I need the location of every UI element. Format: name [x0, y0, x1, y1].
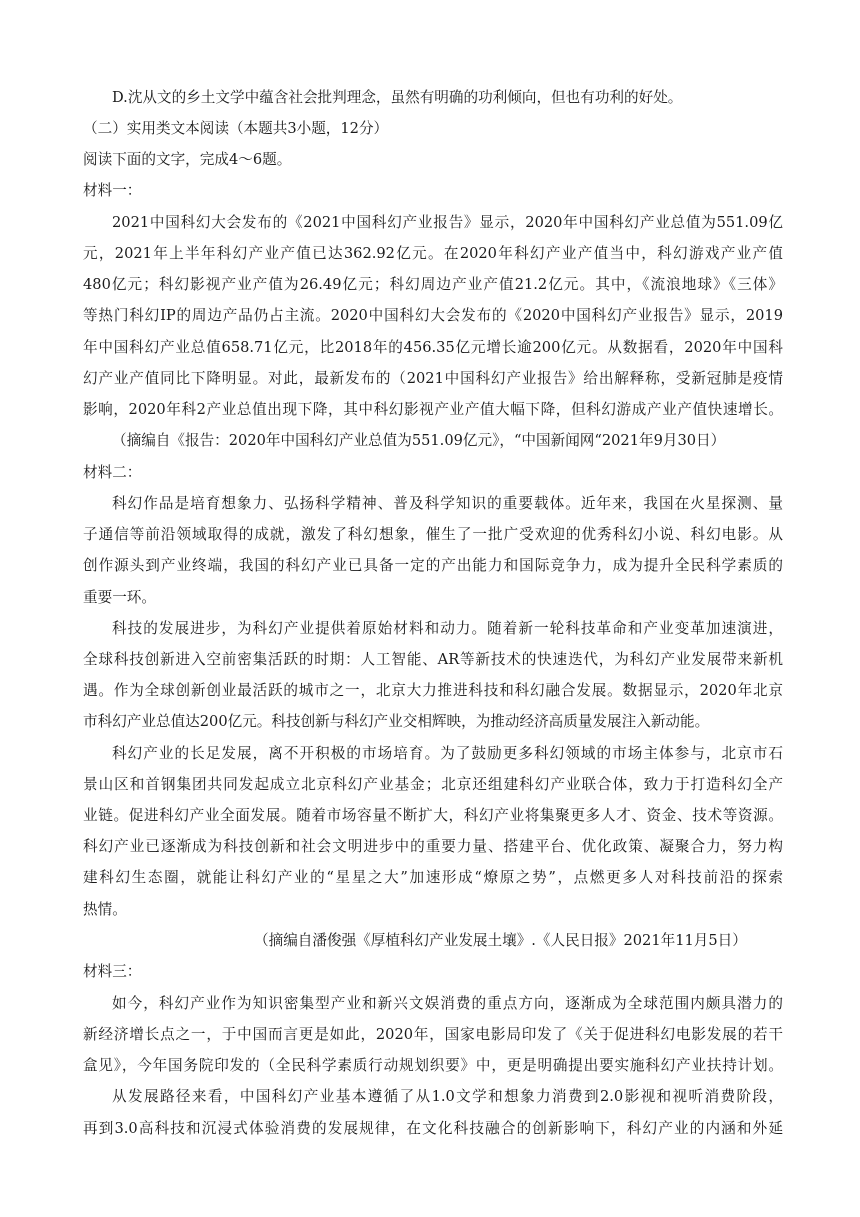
material-three-label: 材料三：: [83, 963, 142, 980]
text-line: 全球科技创新进入空前密集活跃的时期：人工智能、AR等新技术的快速迭代，为科幻产业发展带来新机: [83, 651, 783, 668]
text-line: 科技的发展进步，为科幻产业提供着原始材料和动力。随着新一轮科技革命和产业变革加速演进，: [112, 620, 783, 637]
text-line: 热情。: [83, 901, 127, 918]
text-line: 等热门科幻IP的周边产品仍占主流。2020中国科幻大会发布的《2020中国科幻产业报告》显示，2019: [83, 307, 783, 324]
option-d-line: D.沈从文的乡土文学中蕴含社会批判理念，虽然有明确的功利倾向，但也有功利的好处。: [112, 89, 683, 106]
text-line: 如今，科幻产业作为知识密集型产业和新兴文娱消费的重点方向，逐渐成为全球范围内颇具潜力的: [112, 995, 783, 1012]
text-line: 480亿元；科幻影视产业产值为26.49亿元；科幻周边产业产值21.2亿元。其中，《流浪地球》《三体》: [83, 276, 783, 293]
text-line: 创作源头到产业终端，我国的科幻产业已具备一定的产出能力和国际竞争力，成为提升全民科学素质的: [83, 557, 783, 574]
text-line: 年中国科幻产业总值658.71亿元，比2018年的456.35亿元增长逾200亿元。从数据看，2020年中国科: [83, 339, 783, 356]
text-line: 业链。促进科幻产业全面发展。随着市场容量不断扩大，科幻产业将集聚更多人才、资金、技术等资源。: [83, 807, 783, 824]
text-line: 景山区和首钢集团共同发起成立北京科幻产业基金；北京还组建科幻产业联合体，致力于打造科幻全产: [83, 776, 783, 793]
text-line: 从发展路径来看，中国科幻产业基本遵循了从1.0文学和想象力消费到2.0影视和视听消费阶段，: [112, 1088, 783, 1105]
source-citation-1: （摘编自《报告：2020年中国科幻产业总值为551.09亿元》，“中国新闻网“2021年9月30日）: [112, 432, 726, 449]
text-line: 科幻产业的长足发展，离不开积极的市场培育。为了鼓励更多科幻领域的市场主体参与，北京市石: [112, 745, 783, 762]
text-line: 科幻产业已逐渐成为科技创新和社会文明进步中的重要力量、搭建平台、优化政策、凝聚合力，努力构: [83, 838, 783, 855]
section-heading: （二）实用类文本阅读（本题共3小题，12分）: [83, 120, 389, 137]
text-line: 再到3.0高科技和沉浸式体验消费的发展规律，在文化科技融合的创新影响下，科幻产业的内涵和外延: [83, 1120, 783, 1137]
material-two-label: 材料二：: [83, 464, 142, 481]
text-line: 子通信等前沿领域取得的成就，激发了科幻想象，催生了一批广受欢迎的优秀科幻小说、科幻电影。从: [83, 526, 783, 543]
material-one-label: 材料一：: [83, 182, 142, 199]
text-line: 影响，2020年科2产业总值出现下降，其中科幻影视产业产值大幅下降，但科幻游成产业产值快速增长。: [83, 401, 783, 418]
text-line: 盒见》，今年国务院印发的（全民科学素质行动规划织要》中，更是明确提出要实施科幻产业扶持计划。: [83, 1057, 783, 1074]
text-line: 遇。作为全球创新创业最活跃的城市之一，北京大力推进科技和科幻融合发展。数据显示，2020年北京: [83, 682, 783, 699]
text-line: 重要一环。: [83, 589, 156, 606]
text-line: 幻产业产值同比下降明显。对此，最新发布的（2021中国科幻产业报告》给出解释称，受新冠肺是疫情: [83, 370, 783, 387]
text-line: 元，2021年上半年科幻产业产值已达362.92亿元。在2020年科幻产业产值当中，科幻游戏产业产值: [83, 245, 783, 262]
text-line: 2021中国科幻大会发布的《2021中国科幻产业报告》显示，2020年中国科幻产业总值为551.09亿: [112, 214, 783, 231]
text-line: 建科幻生态圈，就能让科幻产业的“星星之大”加速形成“燎原之势”，点燃更多人对科技前沿的探索: [83, 869, 783, 886]
text-line: 新经济增长点之一，于中国而言更是如此，2020年，国家电影局印发了《关于促进科幻电影发展的若干: [83, 1026, 783, 1043]
text-line: 市科幻产业总值达200亿元。科技创新与科幻产业交相辉映，为推动经济高质量发展注入新动能。: [83, 713, 710, 730]
source-citation-2: （摘编自潘俊强《厚植科幻产业发展土壤》.《人民日报》2021年11月5日）: [254, 932, 747, 949]
text-line: 科幻作品是培育想象力、弘扬科学精神、普及科学知识的重要载体。近年来，我国在火星探测、量: [112, 495, 783, 512]
instruction-line: 阅读下面的文字，完成4～6题。: [83, 151, 292, 168]
